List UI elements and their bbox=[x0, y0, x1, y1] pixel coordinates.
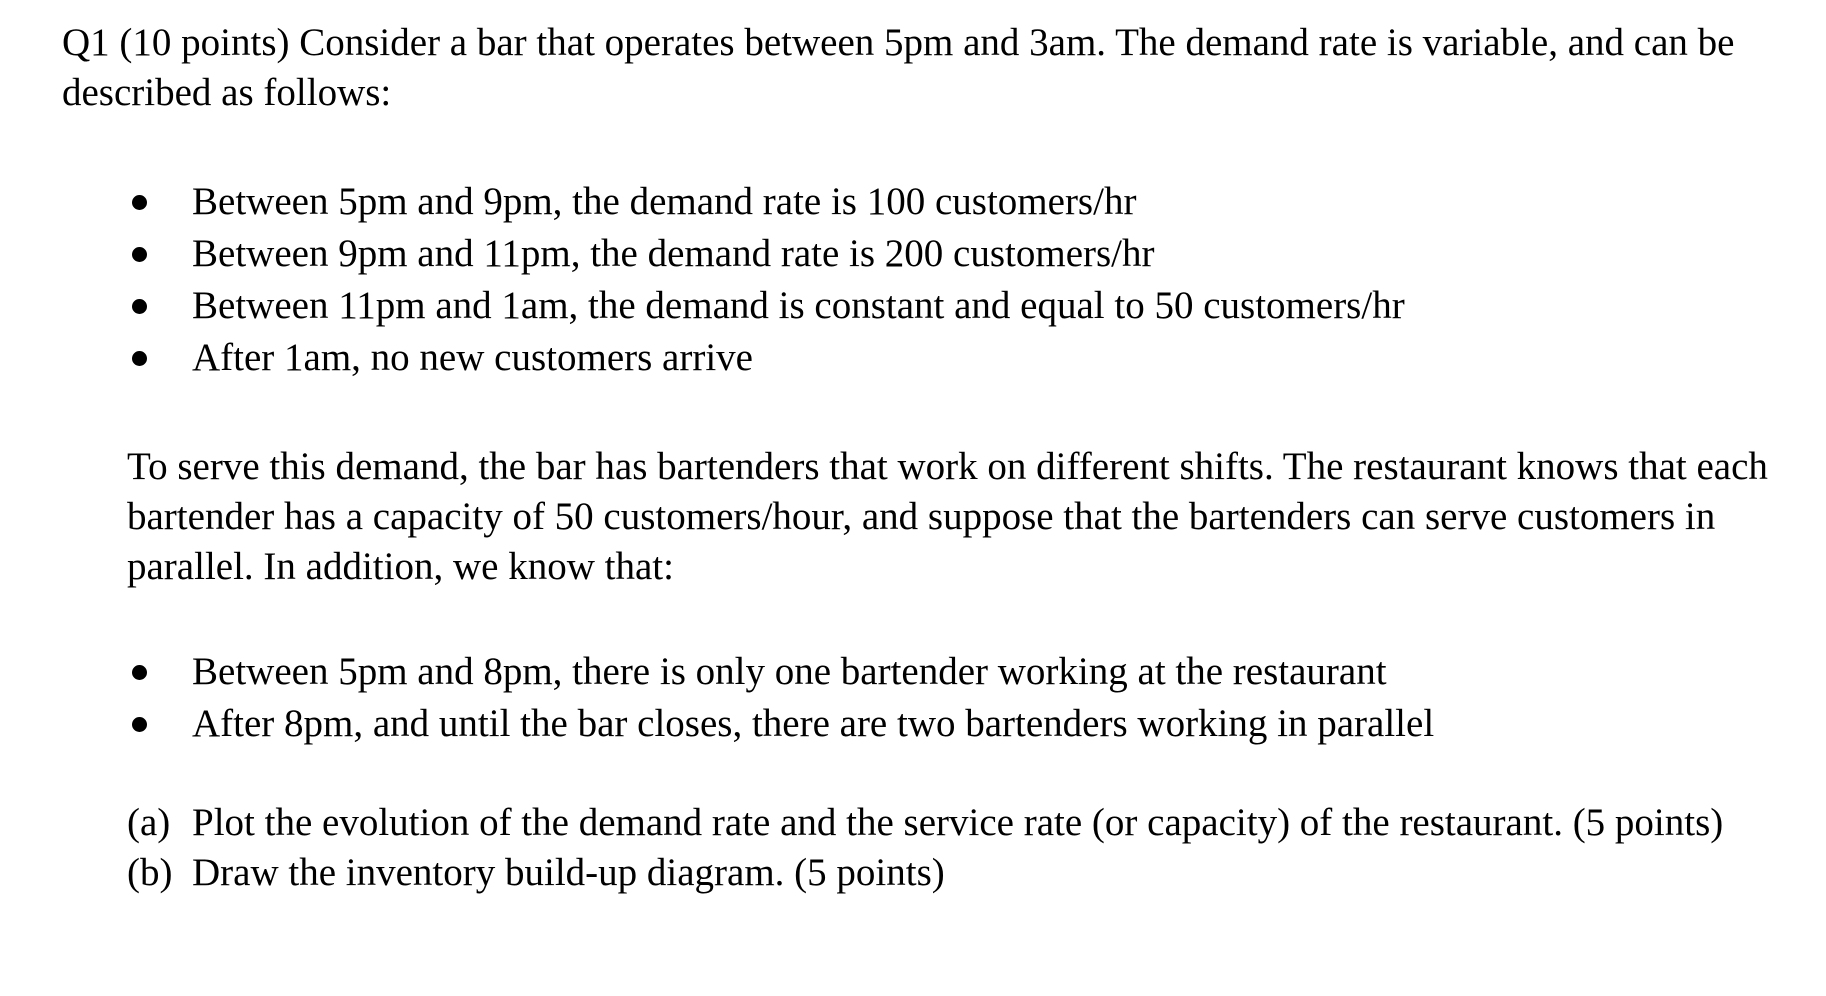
demand-bullet-text: After 1am, no new customers arrive bbox=[192, 336, 753, 379]
bullet-icon bbox=[132, 351, 147, 366]
bullet-icon bbox=[132, 299, 147, 314]
demand-bullet-text: Between 5pm and 9pm, the demand rate is 100 customers/hr bbox=[192, 180, 1137, 223]
question-parts-list bbox=[127, 798, 1802, 898]
demand-bullet-item bbox=[62, 280, 1802, 332]
demand-bullet-text: Between 11pm and 1am, the demand is constant and equal to 50 customers/hr bbox=[192, 284, 1405, 327]
demand-bullet-text: Between 9pm and 11pm, the demand rate is 200 customers/hr bbox=[192, 232, 1155, 275]
question-document bbox=[62, 18, 1802, 898]
demand-bullet-item bbox=[62, 332, 1802, 384]
question-part-a bbox=[127, 798, 1802, 848]
staffing-bullet-item bbox=[62, 698, 1802, 750]
part-marker: (a) bbox=[127, 801, 171, 844]
demand-bullet-item bbox=[62, 228, 1802, 280]
bullet-icon bbox=[132, 665, 147, 680]
part-text: Draw the inventory build-up diagram. (5 points) bbox=[192, 851, 945, 894]
bullet-icon bbox=[132, 247, 147, 262]
demand-bullet-item bbox=[62, 176, 1802, 228]
bullet-icon bbox=[132, 717, 147, 732]
staffing-paragraph: To serve this demand, the bar has bartenders that work on different shifts. The restaurant knows that each bartender has a capacity of 50 customers/hour, and suppose that the bartenders can serve customers in parallel. In addition, we know that: bbox=[127, 445, 1768, 588]
question-part-b bbox=[127, 848, 1802, 898]
part-marker: (b) bbox=[127, 851, 173, 894]
bullet-icon bbox=[132, 195, 147, 210]
question-header: Q1 (10 points) Consider a bar that operates between 5pm and 3am. The demand rate is variable, and can be described as follows: bbox=[62, 21, 1735, 114]
staffing-bullet-text: Between 5pm and 8pm, there is only one bartender working at the restaurant bbox=[192, 650, 1387, 693]
staffing-bullet-list bbox=[62, 646, 1802, 750]
staffing-bullet-item bbox=[62, 646, 1802, 698]
demand-bullet-list bbox=[62, 176, 1802, 384]
part-text: Plot the evolution of the demand rate and the service rate (or capacity) of the restaurant. (5 points) bbox=[192, 801, 1724, 844]
staffing-bullet-text: After 8pm, and until the bar closes, there are two bartenders working in parallel bbox=[192, 702, 1435, 745]
